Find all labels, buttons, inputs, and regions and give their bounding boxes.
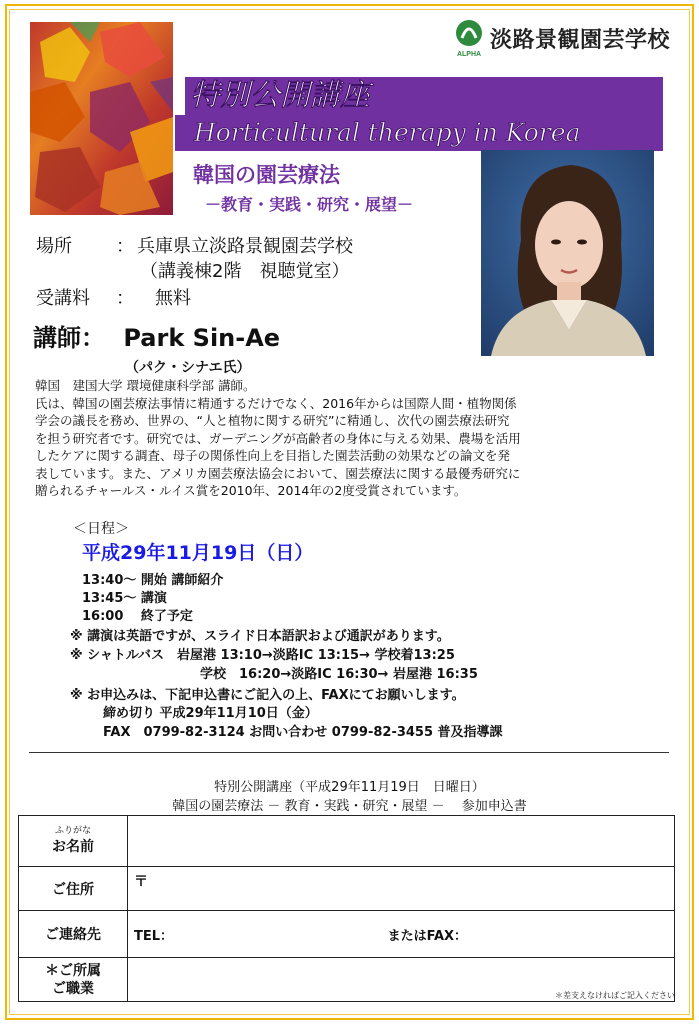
fax-label: またはFAX：	[387, 928, 468, 944]
fee-label: 受講料	[36, 288, 90, 309]
svg-text:ALPHA: ALPHA	[456, 51, 482, 58]
address-field[interactable]	[128, 867, 675, 911]
postal-mark: 〒	[134, 874, 148, 890]
bio-line: 韓国 建国大学 環境健康科学部 講師。	[35, 378, 256, 393]
tel-label: TEL：	[134, 928, 174, 944]
alpha-logo-icon	[452, 18, 486, 58]
note-shuttle: ※ シャトルバス 岩屋港 13:10→淡路IC 13:15→ 学校着13:25	[70, 648, 455, 663]
optional-note: ＊差支えなければご記入ください	[555, 991, 675, 1000]
tagline: －教育・実践・研究・展望－	[205, 195, 414, 214]
application-form	[18, 815, 675, 1002]
name-field[interactable]	[128, 816, 675, 867]
lecturer-bio	[35, 377, 665, 500]
venue-colon: ：	[116, 236, 134, 257]
note-deadline: 締め切り 平成29年11月10日（金）	[103, 706, 318, 721]
school-name: 淡路景観園芸学校	[490, 27, 671, 53]
school-logo	[452, 18, 670, 58]
note-translation: ※ 講演は英語ですが、スライド日本語訳および通訳があります。	[70, 629, 450, 644]
form-subtitle: 韓国の園芸療法 － 教育・実践・研究・展望 － 参加申込書	[172, 799, 527, 814]
fee-colon: ：	[116, 288, 134, 309]
schedule-item: 13:45～ 講演	[82, 591, 167, 606]
affiliation-label-cell	[19, 958, 128, 1002]
bio-line: 学会の議長を務め、世界の、“人と植物に関する研究”に精通し、次代の園芸療法研究	[35, 413, 510, 428]
english-title: Horticultural therapy in Korea	[194, 118, 581, 147]
note-application: ※ お申込みは、下記申込書にご記入の上、FAXにてお願いします。	[70, 688, 465, 703]
address-label: ご住所	[19, 867, 128, 911]
contact-field[interactable]	[128, 911, 675, 958]
bio-line: 表しています。また、アメリカ園芸療法協会において、園芸療法に関する最優秀研究に	[35, 465, 521, 481]
lecturer-heading	[33, 318, 280, 353]
venue-label: 場所	[36, 236, 72, 257]
name-label-cell	[19, 816, 128, 867]
venue-detail: （講義棟2階 視聴覚室）	[140, 261, 350, 282]
lecturer-name: Park Sin-Ae	[123, 324, 281, 352]
bio-line: 氏は、韓国の園芸療法事情に精通するだけでなく、2016年からは国際人間・植物関係	[35, 395, 517, 411]
divider	[29, 752, 669, 753]
occupation-label: ご職業	[52, 980, 94, 997]
bio-line: 贈られるチャールス・ルイス賞を2010年、2014年の2度受賞されています。	[35, 483, 467, 498]
lecturer-label: 講師：	[33, 324, 105, 352]
event-date: 平成29年11月19日（日）	[82, 542, 314, 564]
bio-line: したケアに関する調査、母子の関係性向上を目指した園芸活動の効果などの論文を発	[35, 448, 511, 463]
affiliation-label: ＊ご所属	[45, 962, 101, 979]
lecturer-portrait	[481, 150, 654, 356]
schedule-item: 16:00 終了予定	[82, 609, 193, 624]
form-title: 特別公開講座（平成29年11月19日 日曜日）	[214, 780, 485, 795]
name-label: お名前	[52, 839, 94, 855]
contact-label: ご連絡先	[19, 911, 128, 958]
subtitle: 韓国の園芸療法	[193, 163, 340, 187]
autumn-leaves-photo	[30, 22, 173, 215]
schedule-item: 13:40～ 開始 講師紹介	[82, 573, 224, 588]
lecturer-kana: （パク・シナエ氏）	[125, 360, 251, 376]
bio-line: を担う研究者です。研究では、ガーデニングが高齢者の身体に与える効果、農場を活用	[35, 430, 521, 446]
contact-line: FAX 0799-82-3124 お問い合わせ 0799-82-3455 普及指導課	[103, 725, 503, 740]
page-title: 特別公開講座	[190, 78, 370, 113]
fee-value: 無料	[155, 288, 191, 309]
furigana-label: ふりがな	[54, 826, 91, 836]
schedule-heading: ＜日程＞	[73, 521, 129, 537]
note-shuttle-return: 学校 16:20→淡路IC 16:30→ 岩屋港 16:35	[200, 667, 478, 682]
venue-value: 兵庫県立淡路景観園芸学校	[137, 236, 353, 257]
